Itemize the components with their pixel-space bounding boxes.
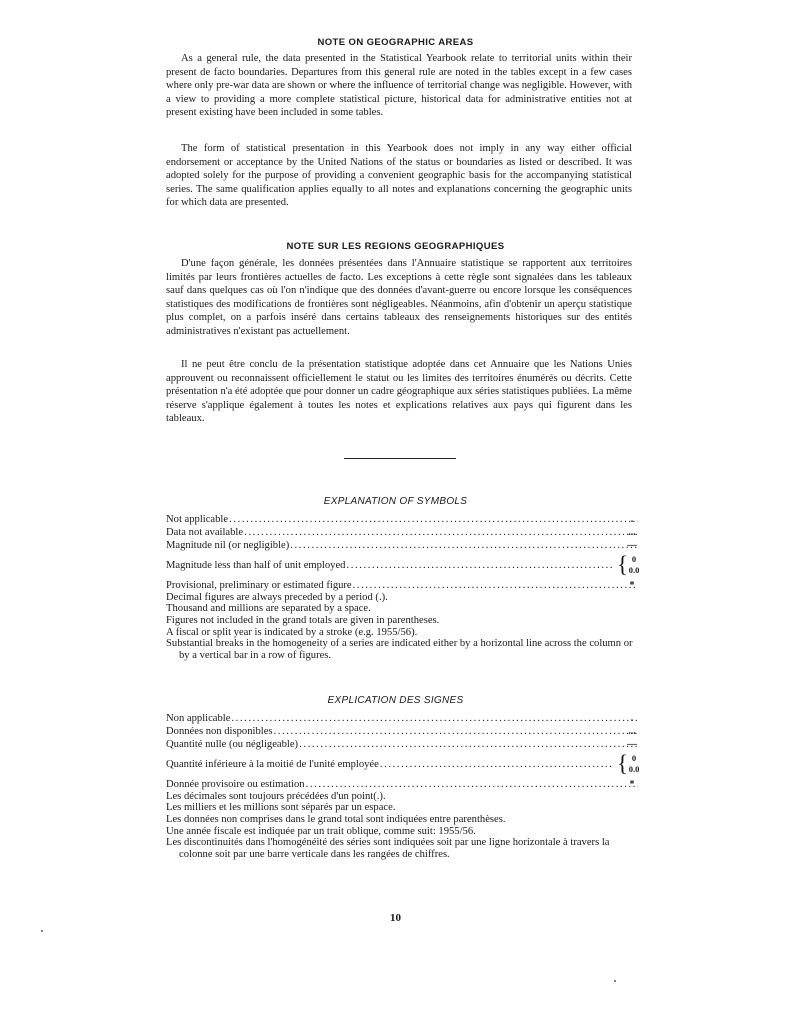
page-number: 10 bbox=[390, 912, 401, 924]
symbol-label: Not applicable bbox=[166, 514, 229, 525]
note-en-paragraph-2: The form of statistical presentation in this Yearbook does not imply in any way either official endorsement or acceptance by the United Nations of the status or boundaries as listed or described. It was adopted solely for the purpose of providing a convenient geographic basis for the accompanying statistical series. The same qualification applies equally to all notes and explanations concerning the geographic units for which data are presented. bbox=[166, 143, 632, 209]
symbols-note: Substantial breaks in the homogeneity of a series are indicated either by a horizontal line across the column or by a vertical bar in a row of figures. bbox=[166, 638, 633, 661]
symbol-row bbox=[166, 738, 642, 751]
symbols-note: Figures not included in the grand totals are given in parentheses. bbox=[166, 614, 440, 626]
symbol-label: Quantité nulle (ou négligeable) bbox=[166, 739, 299, 751]
leader-dots bbox=[380, 758, 612, 771]
leader-dots bbox=[290, 539, 638, 552]
leader-dots bbox=[274, 725, 638, 738]
symbol-row bbox=[166, 712, 642, 725]
symbol-label: Données non disponibles bbox=[166, 726, 273, 738]
symbol-row bbox=[166, 539, 642, 552]
note-fr-paragraph-1: D'une façon générale, les données présentées dans l'Annuaire statistique se rapportent aux territoires limités par leurs frontières actuelles de facto. Les exceptions à cette règle sont signalées dans les tableaux sauf dans quelques cas où l'on n'indique que des données d'avant-guerre ou encore lorsque les conséquences statistiques des modifications de frontières sont négligeables. Néanmoins, afin d'obtenir un aperçu statistique plus complet, on a parfois inséré dans certains tableaux des renseignements historiques sur des entités administratives n'existant pas actuellement. bbox=[166, 258, 632, 337]
symbol-row bbox=[166, 725, 642, 738]
symbol-glyph-zero-decimal: 0.0 bbox=[628, 564, 640, 575]
symbol-glyph-pair bbox=[626, 753, 642, 775]
symbols-note: Thousand and millions are separated by a space. bbox=[166, 603, 371, 615]
scan-speck bbox=[41, 930, 43, 932]
symbols-fr-list bbox=[166, 712, 642, 860]
symbol-glyph: ... bbox=[628, 527, 636, 539]
symbol-row bbox=[166, 778, 642, 791]
leader-dots bbox=[306, 778, 638, 791]
symbols-en-title: EXPLANATION OF SYMBOLS bbox=[323, 496, 468, 507]
symbol-glyph: ... bbox=[628, 726, 636, 738]
symbol-row bbox=[166, 752, 642, 778]
brace-glyph: { bbox=[616, 750, 628, 776]
symbols-note: Les milliers et les millions sont séparés par un espace. bbox=[166, 802, 396, 814]
leader-dots bbox=[346, 559, 612, 572]
brace-glyph: { bbox=[616, 551, 628, 577]
note-en-paragraph-1: As a general rule, the data presented in the Statistical Yearbook relate to territorial units within their present de facto boundaries. Departures from this general rule are noted in the tables except in a few cases where only pre-war data are shown or where the influence of territorial change was negligible. However, with a view to providing a more complete statistical picture, historical data for administrative entities not at present existing have been included in some tables. bbox=[166, 53, 632, 119]
symbol-row bbox=[166, 513, 642, 526]
symbols-note: Les décimales sont toujours précédées d'un point(.). bbox=[166, 790, 386, 802]
symbol-row bbox=[166, 553, 642, 579]
leader-dots bbox=[299, 738, 638, 751]
symbols-note: Les discontinuités dans l'homogénéité des séries sont indiquées soit par une ligne horizontale à travers la colonne soit par une barre verticale dans les rangées de chiffres. bbox=[166, 837, 610, 860]
leader-dots bbox=[231, 712, 638, 725]
symbol-glyph: * bbox=[629, 778, 635, 790]
symbol-label: Magnitude nil (or negligible) bbox=[166, 540, 290, 552]
symbol-row bbox=[166, 579, 642, 592]
leader-dots bbox=[353, 579, 638, 592]
symbol-glyph-pair bbox=[626, 554, 642, 576]
symbol-glyph-zero: 0 bbox=[631, 752, 637, 763]
symbol-glyph-zero-decimal: 0.0 bbox=[628, 763, 640, 774]
symbols-note: A fiscal or split year is indicated by a stroke (e.g. 1955/56). bbox=[166, 626, 418, 638]
symbols-fr-title: EXPLICATION DES SIGNES bbox=[327, 695, 464, 706]
symbol-label: Provisional, preliminary or estimated figure bbox=[166, 579, 352, 591]
scan-speck bbox=[614, 980, 616, 982]
note-en-title: NOTE ON GEOGRAPHIC AREAS bbox=[317, 37, 474, 48]
symbol-row bbox=[166, 526, 642, 539]
symbols-note: Decimal figures are always preceded by a period (.). bbox=[166, 591, 388, 603]
symbol-glyph: — bbox=[627, 540, 637, 552]
symbol-glyph: . bbox=[630, 514, 634, 525]
leader-dots bbox=[244, 526, 638, 539]
note-fr-paragraph-2: Il ne peut être conclu de la présentation statistique adoptée dans cet Annuaire que les Nations Unies approuvent ou reconnaissent officiellement le statut ou les limites des territoires énumérés ou décrits. Cette présentation n'a été adoptée que pour donner un cadre géographique aux séries statistiques publiées. La même réserve s'applique également à toutes les notes et explications relatives aux pays qui figurent dans les tableaux. bbox=[166, 359, 632, 425]
symbol-glyph: — bbox=[627, 739, 637, 751]
symbols-note: Les données non comprises dans le grand total sont indiquées entre parenthèses. bbox=[166, 813, 506, 825]
symbols-en-list bbox=[166, 513, 642, 661]
leader-dots bbox=[229, 513, 638, 526]
symbol-glyph-zero: 0 bbox=[631, 553, 637, 564]
symbols-note: Une année fiscale est indiquée par un trait oblique, comme suit: 1955/56. bbox=[166, 825, 476, 837]
symbol-label: Non applicable bbox=[166, 713, 231, 724]
symbol-glyph: . bbox=[630, 713, 634, 724]
symbol-label: Quantité inférieure à la moitié de l'unité employée bbox=[166, 758, 379, 770]
symbol-glyph: * bbox=[629, 579, 635, 591]
note-fr-title: NOTE SUR LES REGIONS GEOGRAPHIQUES bbox=[286, 241, 505, 252]
symbol-label: Magnitude less than half of unit employed bbox=[166, 559, 346, 571]
symbol-label: Donnée provisoire ou estimation bbox=[166, 778, 305, 790]
symbol-label: Data not available bbox=[166, 527, 244, 539]
section-divider bbox=[344, 458, 456, 459]
